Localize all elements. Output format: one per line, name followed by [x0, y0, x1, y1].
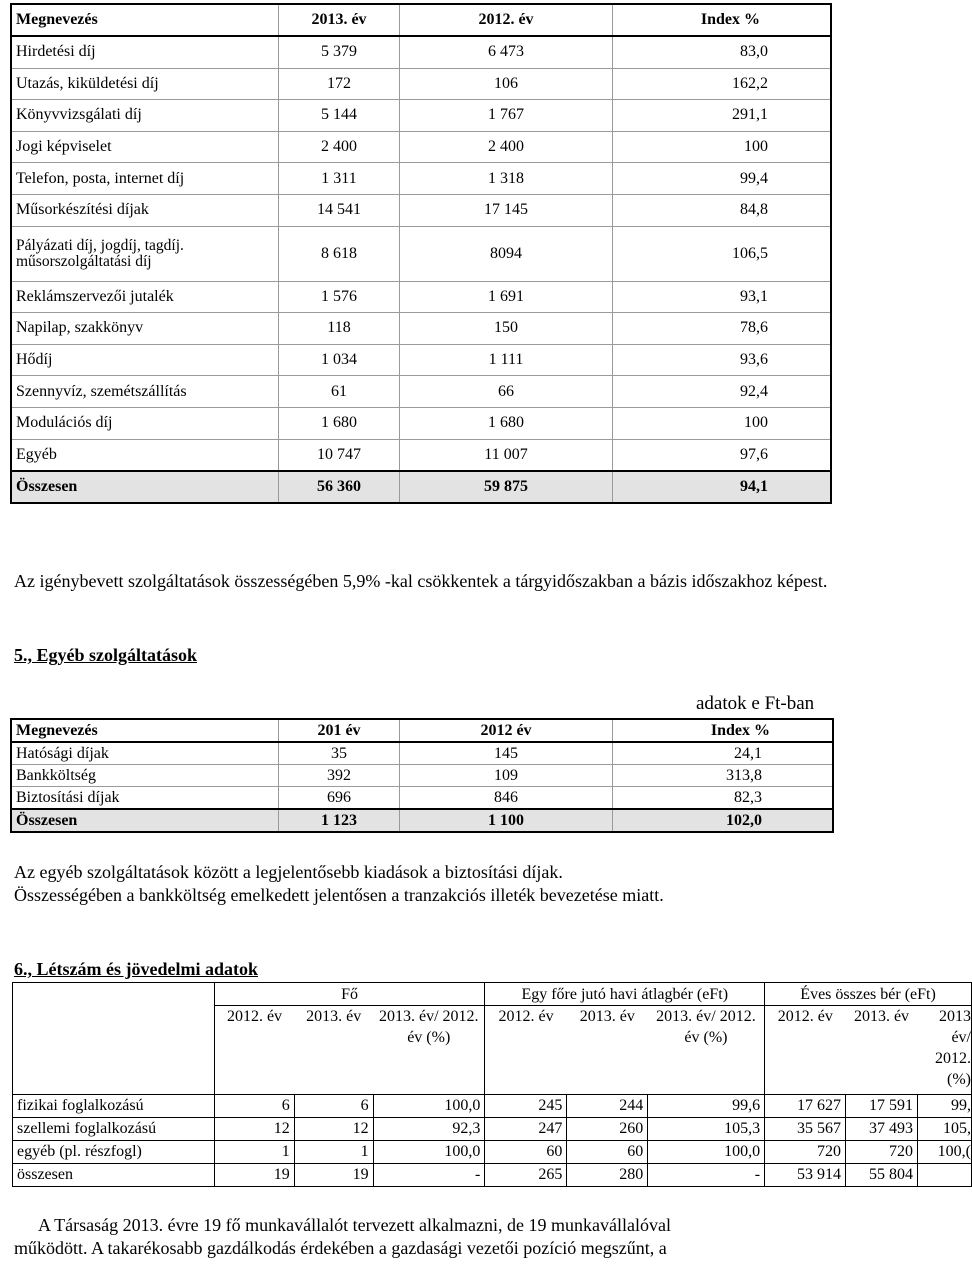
table-cell: 99, — [917, 1094, 971, 1117]
table-cell: 99,6 — [648, 1094, 765, 1117]
table-cell: 55 804 — [846, 1163, 918, 1186]
table-cell: 53 914 — [765, 1163, 846, 1186]
table-row — [13, 1163, 972, 1186]
table-row — [11, 313, 831, 345]
table-cell: szellemi foglalkozású — [13, 1117, 215, 1140]
table-cell: 5 379 — [279, 36, 400, 68]
sub-header: 2013. év/ 2012. év (%) — [373, 1006, 485, 1095]
expenses-table — [10, 3, 832, 504]
table-cell: 35 567 — [765, 1117, 846, 1140]
table-row — [11, 163, 831, 195]
table-cell: 100,0 — [373, 1094, 485, 1117]
table-cell: 10 747 — [279, 439, 400, 471]
header-cell: 2013. év — [279, 4, 400, 36]
header-cell: Megnevezés — [11, 719, 279, 742]
table-cell: Jogi képviselet — [11, 131, 279, 163]
table-cell: 100 — [613, 407, 832, 439]
sub-header: 2013. év/ 2012. év (%) — [648, 1006, 765, 1095]
empty-cell — [13, 983, 215, 1006]
table-row — [13, 1094, 972, 1117]
sub-header: 2012. év — [214, 1006, 294, 1095]
table-row — [11, 742, 833, 765]
table-cell: 1 111 — [400, 344, 613, 376]
headcount-table — [12, 982, 972, 1187]
table-cell: 6 473 — [400, 36, 613, 68]
table-cell: 17 627 — [765, 1094, 846, 1117]
table-cell: Hirdetési díj — [11, 36, 279, 68]
table-cell: 247 — [485, 1117, 567, 1140]
table-row — [11, 439, 831, 471]
table-cell: 12 — [294, 1117, 373, 1140]
table-cell: 66 — [400, 376, 613, 408]
table-row — [11, 131, 831, 163]
header-cell: Index % — [613, 4, 832, 36]
sub-header: 2012. év — [485, 1006, 567, 1095]
table-cell: 100,0 — [373, 1140, 485, 1163]
table-cell: 82,3 — [613, 787, 834, 810]
table-cell: 1 691 — [400, 281, 613, 313]
table-cell: - — [648, 1163, 765, 1186]
table-cell: Biztosítási díjak — [11, 787, 279, 810]
total-cell: 1 123 — [279, 809, 400, 832]
table-cell: 84,8 — [613, 194, 832, 226]
table-cell: 12 — [214, 1117, 294, 1140]
table-row — [11, 407, 831, 439]
header-cell: 201 év — [279, 719, 400, 742]
table-cell: 2 400 — [279, 131, 400, 163]
table-row — [11, 376, 831, 408]
header-cell: 2012. év — [400, 4, 613, 36]
table-row — [13, 1117, 972, 1140]
table-cell: 19 — [214, 1163, 294, 1186]
table-cell: 162,2 — [613, 68, 832, 100]
table-cell: Reklámszervezői jutalék — [11, 281, 279, 313]
group-header-row — [13, 983, 972, 1006]
table-cell: Modulációs díj — [11, 407, 279, 439]
table-cell: 313,8 — [613, 765, 834, 787]
unit-note: adatok e Ft-ban — [696, 693, 815, 714]
table-cell: 1 680 — [279, 407, 400, 439]
table-cell: Napilap, szakkönyv — [11, 313, 279, 345]
table-cell: 17 145 — [400, 194, 613, 226]
section-heading-5 — [14, 645, 197, 666]
table-cell: Könyvvizsgálati díj — [11, 100, 279, 132]
total-cell: Összesen — [11, 471, 279, 503]
table-cell: 105, — [917, 1117, 971, 1140]
table-cell: Hődíj — [11, 344, 279, 376]
table-cell: 696 — [279, 787, 400, 810]
table-cell: 37 493 — [846, 1117, 918, 1140]
table-cell: 291,1 — [613, 100, 832, 132]
table-cell: 93,1 — [613, 281, 832, 313]
table-cell: 720 — [846, 1140, 918, 1163]
table-cell: fizikai foglalkozású — [13, 1094, 215, 1117]
table-row — [11, 100, 831, 132]
table-cell — [917, 1163, 971, 1186]
group-header: Fő — [214, 983, 485, 1006]
table-cell: 97,6 — [613, 439, 832, 471]
total-cell: 102,0 — [613, 809, 834, 832]
header-cell: 2012 év — [400, 719, 613, 742]
table-cell: 265 — [485, 1163, 567, 1186]
summary-paragraph: Az igénybevett szolgáltatások összességében 5,9% -kal csökkentek a tárgyidőszakban a bázis időszakhoz képest. — [14, 571, 828, 591]
table-row — [11, 281, 831, 313]
table-cell: 106,5 — [613, 226, 832, 281]
table-cell: 6 — [214, 1094, 294, 1117]
table-cell: 78,6 — [613, 313, 832, 345]
other-services-table — [10, 718, 834, 833]
table-row — [11, 226, 831, 281]
section-title: Egyéb szolgáltatások — [36, 645, 198, 665]
table-cell: Szennyvíz, szemétszállítás — [11, 376, 279, 408]
table-cell: 245 — [485, 1094, 567, 1117]
table-row — [11, 344, 831, 376]
table-cell: 105,3 — [648, 1117, 765, 1140]
table-cell: 92,3 — [373, 1117, 485, 1140]
table-cell: összesen — [13, 1163, 215, 1186]
table-cell: 150 — [400, 313, 613, 345]
table-cell: 1 311 — [279, 163, 400, 195]
group-header: Egy főre jutó havi átlagbér (eFt) — [485, 983, 765, 1006]
total-cell: 1 100 — [400, 809, 613, 832]
sub-header: 2013 év/ 2012. (%) — [917, 1006, 971, 1095]
section-number: 5., — [14, 645, 32, 665]
sub-header: 2012. év — [765, 1006, 846, 1095]
table-cell: 61 — [279, 376, 400, 408]
table-cell: 100,0 — [648, 1140, 765, 1163]
header-cell: Megnevezés — [11, 4, 279, 36]
table-row — [11, 787, 833, 810]
table-cell: Műsorkészítési díjak — [11, 194, 279, 226]
table-cell: 118 — [279, 313, 400, 345]
table-cell: egyéb (pl. részfogl) — [13, 1140, 215, 1163]
table-cell: 392 — [279, 765, 400, 787]
table-cell: - — [373, 1163, 485, 1186]
section-number: 6., — [14, 959, 32, 979]
table-header-row — [11, 4, 831, 36]
sub-header: 2013. év — [567, 1006, 648, 1095]
section-title: Létszám és jövedelmi adatok — [36, 959, 258, 979]
table-cell: 100,( — [917, 1140, 971, 1163]
table-cell: Egyéb — [11, 439, 279, 471]
table-cell: 1 — [214, 1140, 294, 1163]
table-cell: 1 680 — [400, 407, 613, 439]
table-cell: 14 541 — [279, 194, 400, 226]
table-cell: 846 — [400, 787, 613, 810]
table-cell: 2 400 — [400, 131, 613, 163]
total-row — [11, 809, 833, 832]
paragraph-line: Összességében a bankköltség emelkedett jelentősen a tranzakciós illeték bevezetése miatt. — [14, 885, 664, 905]
table-cell: 1 — [294, 1140, 373, 1163]
header-cell: Index % — [613, 719, 834, 742]
table-cell: Hatósági díjak — [11, 742, 279, 765]
table-cell: 6 — [294, 1094, 373, 1117]
table-cell: 720 — [765, 1140, 846, 1163]
table-cell: 35 — [279, 742, 400, 765]
table-row — [13, 1140, 972, 1163]
empty-cell — [13, 1006, 215, 1095]
table-cell: Pályázati díj, jogdíj, tagdíj. műsorszolgáltatási díj — [11, 226, 279, 281]
table-row — [11, 36, 831, 68]
table-cell: 106 — [400, 68, 613, 100]
table-cell: 109 — [400, 765, 613, 787]
section-heading-6 — [14, 959, 258, 980]
table-row — [11, 194, 831, 226]
table-cell: 60 — [485, 1140, 567, 1163]
table-cell: 100 — [613, 131, 832, 163]
total-row — [11, 471, 831, 503]
table-cell: Utazás, kiküldetési díj — [11, 68, 279, 100]
table-cell: 83,0 — [613, 36, 832, 68]
table-cell: 19 — [294, 1163, 373, 1186]
table-cell: 260 — [567, 1117, 648, 1140]
table-cell: Bankköltség — [11, 765, 279, 787]
total-cell: 56 360 — [279, 471, 400, 503]
table-header-row — [11, 719, 833, 742]
table-cell: 1 767 — [400, 100, 613, 132]
table-cell: 93,6 — [613, 344, 832, 376]
sub-header: 2013. év — [294, 1006, 373, 1095]
table-row — [11, 765, 833, 787]
total-cell: 94,1 — [613, 471, 832, 503]
table-row — [11, 68, 831, 100]
table-cell: 172 — [279, 68, 400, 100]
table-cell: 11 007 — [400, 439, 613, 471]
sub-header: 2013. év — [846, 1006, 918, 1095]
table-cell: 8094 — [400, 226, 613, 281]
table-cell: 280 — [567, 1163, 648, 1186]
table-cell: 145 — [400, 742, 613, 765]
total-cell: Összesen — [11, 809, 279, 832]
paragraph-line: működött. A takarékosabb gazdálkodás érdekében a gazdasági vezetői pozíció megszűnt, a — [14, 1238, 667, 1258]
table-cell: 17 591 — [846, 1094, 918, 1117]
total-cell: 59 875 — [400, 471, 613, 503]
group-header: Éves összes bér (eFt) — [765, 983, 972, 1006]
table-cell: Telefon, posta, internet díj — [11, 163, 279, 195]
table-cell: 5 144 — [279, 100, 400, 132]
paragraph-line: Az egyéb szolgáltatások között a legjelentősebb kiadások a biztosítási díjak. — [14, 862, 563, 882]
table-cell: 8 618 — [279, 226, 400, 281]
sub-header-row — [13, 1006, 972, 1095]
table-cell: 24,1 — [613, 742, 834, 765]
table-cell: 99,4 — [613, 163, 832, 195]
paragraph-line: A Társaság 2013. évre 19 fő munkavállalót tervezett alkalmazni, de 19 munkavállalóval — [38, 1215, 671, 1235]
table-cell: 1 576 — [279, 281, 400, 313]
table-cell: 1 034 — [279, 344, 400, 376]
table-cell: 244 — [567, 1094, 648, 1117]
table-cell: 92,4 — [613, 376, 832, 408]
table-cell: 60 — [567, 1140, 648, 1163]
table-cell: 1 318 — [400, 163, 613, 195]
